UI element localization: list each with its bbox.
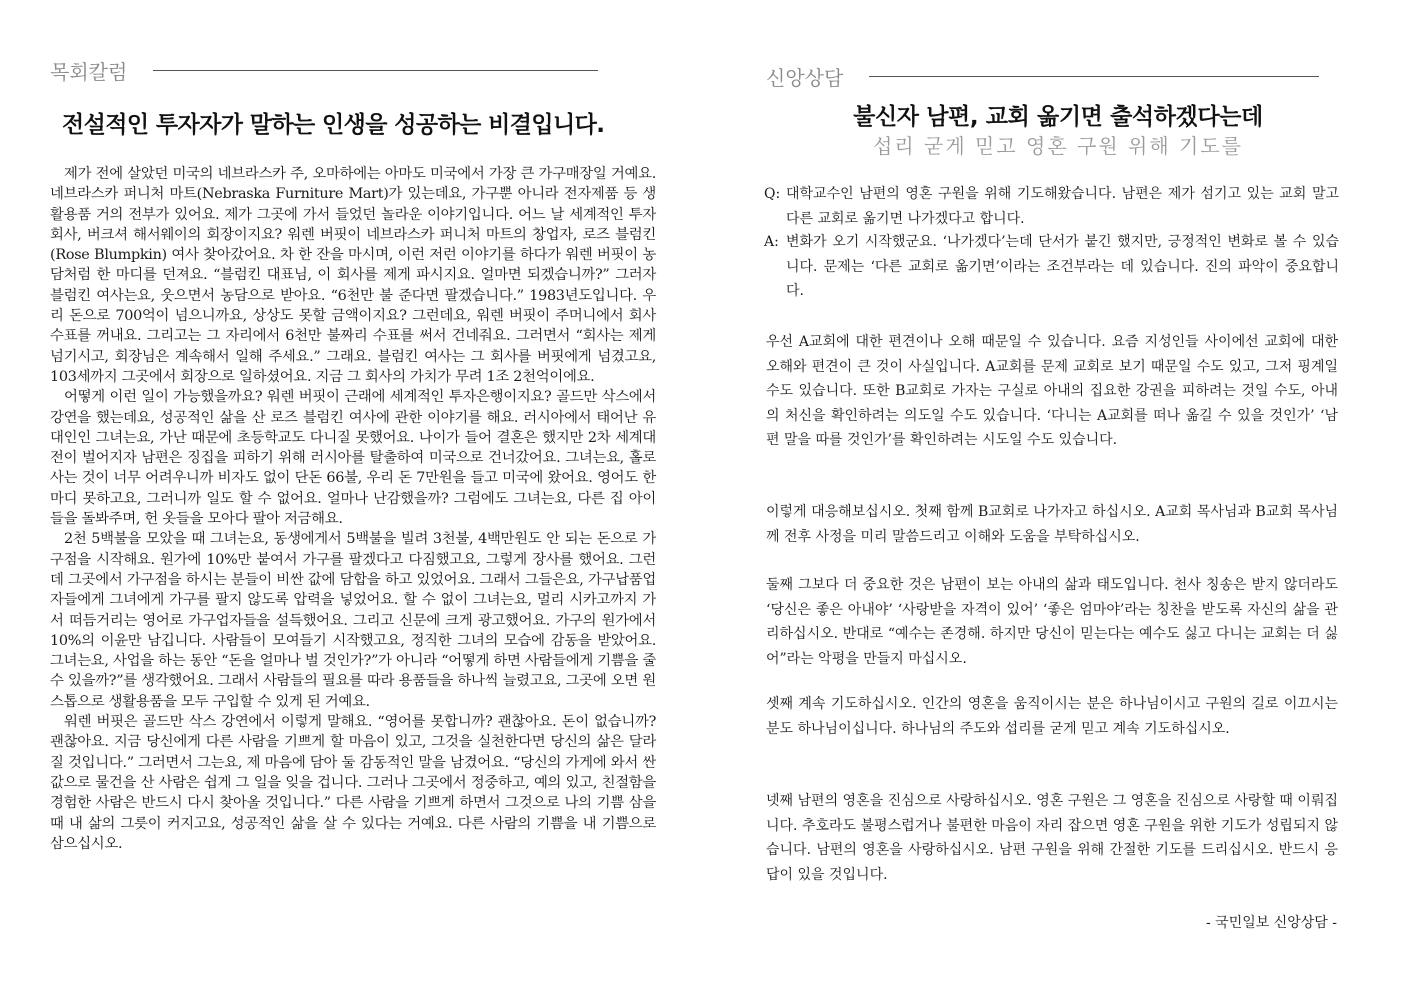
right-paragraph: 넷째 남편의 영혼을 진심으로 사랑하십시오. 영혼 구원은 그 영혼을 진심으로 사랑할 때 이뤄집니다. 추호라도 불평스럽거나 불편한 마음이 자리 잡으면 영혼 구원을 위한 기도가 성립되지 않습니다. 남편의 영혼을 사랑하십시오. 남편 구원을 위해 간절한 기도를 드리십시오. 반드시 응답이 있을 것입니다. [766,793,1338,883]
answer-text: 변화가 오기 시작했군요. ‘나가겠다’는데 단서가 붙긴 했지만, 긍정적인 변화로 볼 수 있습니다. 문제는 ‘다른 교회로 옮기면’이라는 조건부라는 데 있습니다. 진의 파악이 중요합니다. [786,234,1340,299]
right-section-label: 신앙상담 [766,66,844,90]
question-text: 대학교수인 남편의 영혼 구원을 위해 기도해왔습니다. 남편은 제가 섬기고 있는 교회 말고 다른 교회로 옮기면 나가겠다고 합니다. [786,186,1339,227]
right-section-rule [869,76,1319,77]
left-page [0,0,700,992]
left-article-body [50,164,656,854]
right-article-title: 불신자 남편, 교회 옮기면 출석하겠다는데 [853,104,1263,130]
left-paragraph: 어떻게 이런 일이 가능했을까요? 워렌 버핏이 근래에 세계적인 투자은행이지요? 골드만 삭스에서 강연을 했는데요, 성공적인 삶을 산 로즈 블럼킨 여사에 관한 이야기를 해요. 러시아에서 태어난 유대인인 그녀는요, 가난 때문에 초등학교도 다니질 못했어요. 나이가 들어 결혼은 했지만 2차 세계대전이 벌어지자 남편은 징집을 피하기 위해 러시아를 탈출하여 미국으로 건너갔어요. 그녀는요, 홀로 사는 것이 너무 어려우니까 비자도 없이 단돈 66불, 우리 돈 7만원을 들고 미국에 왔어요. 영어도 한 마디 못하고요, 그러니까 일도 할 수 없어요. 얼마나 난감했을까? 그럼에도 그녀는요, 다른 집 아이들을 돌봐주며, 헌 옷들을 모아다 팔아 저금해요. [50,389,656,528]
left-section-label: 목회칼럼 [50,60,128,84]
left-article-title: 전설적인 투자자가 말하는 인생을 성공하는 비결입니다. [62,112,605,138]
right-section-header [766,62,1326,91]
answer-block [764,230,1339,304]
left-paragraph: 워렌 버핏은 골드만 삭스 강연에서 이렇게 말해요. “영어를 못합니까? 괜찮아요. 돈이 없습니까? 괜찮아요. 지금 당신에게 다른 사람을 기쁘게 할 마음이 있고, 그것을 실천한다면 당신의 삶은 달라질 것입니다.” 그러면서 그는요, 제 마음에 담아 둘 감동적인 말을 남겼어요. “당신의 가게에 와서 싼 값으로 물건을 산 사람은 쉽게 그 일을 잊을 겁니다. 그러나 그곳에서 정중하고, 예의 있고, 친절함을 경험한 사람은 반드시 다시 찾아올 것입니다.” 다른 사람을 기쁘게 하면서 그것으로 나의 기쁨 삼을 때 내 삶의 그릇이 커지고요, 성공적인 삶을 살 수 있다는 거예요. 다른 사람의 기쁨을 내 기쁨으로 삼으십시오. [50,714,656,852]
left-paragraph: 2천 5백불을 모았을 때 그녀는요, 동생에게서 5백불을 빌려 3천불, 4백만원도 안 되는 돈으로 가구점을 시작해요. 원가에 10%만 붙여서 가구를 팔겠다고 다짐했고요, 그렇게 장사를 했어요. 그런데 그곳에서 가구점을 하시는 분들이 비싼 값에 담합을 하고 있었어요. 그래서 그들은요, 가구납품업자들에게 그녀에게 가구를 팔지 않도록 압력을 넣었어요. 할 수 없이 그녀는요, 멀리 시카고까지 가서 떠듬거리는 영어로 가구업자들을 설득했어요. 그리고 신문에 크게 광고했어요. 가구의 원가에서 10%의 이윤만 남깁니다. 사람들이 모여들기 시작했고요, 정직한 그녀의 모습에 감동을 받았어요. 그녀는요, 사업을 하는 동안 “돈을 얼마나 벌 것인가?”가 아니라 “어떻게 하면 사람들에게 기쁨을 줄 수 있을까?”를 생각했어요. 그래서 사람들의 필요를 따라 용품들을 하나씩 늘렸고요, 그곳에 오면 원스톱으로 생활용품을 모두 구입할 수 있게 된 거예요. [50,531,656,710]
right-page [702,0,1403,992]
right-paragraph: 셋째 계속 기도하십시오. 인간의 영혼을 움직이시는 분은 하나님이시고 구원의 길로 이끄시는 분도 하나님이십니다. 하나님의 주도와 섭리를 굳게 믿고 계속 기도하십시오. [766,696,1338,737]
left-section-header [50,56,610,85]
right-article-subtitle: 섭리 굳게 믿고 영혼 구원 위해 기도를 [873,134,1243,158]
right-paragraph: 이렇게 대응해보십시오. 첫째 함께 B교회로 나가자고 하십시오. A교회 목사님과 B교회 목사님께 전후 사정을 미리 말씀드리고 이해와 도움을 부탁하십시오. [766,504,1338,545]
question-tag: Q: [764,186,781,202]
left-section-rule [153,70,598,71]
question-block [764,182,1339,231]
right-paragraph: 둘째 그보다 더 중요한 것은 남편이 보는 아내의 삶과 태도입니다. 천사 칭송은 받지 않더라도 ‘당신은 좋은 아내야’ ‘사랑받을 자격이 있어’ ‘좋은 엄마야’라는 칭찬을 받도록 자신의 삶을 관리하십시오. 반대로 “예수는 존경해. 하지만 당신이 믿는다는 예수도 싫고 다니는 교회는 더 싫어”라는 악평을 만들지 마십시오. [766,577,1338,667]
signature: - 국민일보 신앙상담 - [1205,915,1337,931]
right-paragraph: 우선 A교회에 대한 편견이나 오해 때문일 수 있습니다. 요즘 지성인들 사이에선 교회에 대한 오해와 편견이 큰 것이 사실입니다. A교회를 문제 교회로 보기 때문일 수도 있고, 그저 핑계일 수도 있습니다. 또한 B교회로 가자는 구실로 아내의 집요한 강권을 피하려는 것일 수도, 아내의 처신을 확인하려는 의도일 수도 있습니다. ‘다니는 A교회를 떠나 옮길 수 있을 것인가’ ‘남편 말을 따를 것인가’를 확인하려는 시도일 수도 있습니다. [766,334,1338,448]
left-paragraph: 제가 전에 살았던 미국의 네브라스카 주, 오마하에는 아마도 미국에서 가장 큰 가구매장일 거예요. 네브라스카 퍼니처 마트(Nebraska Furniture Mart)가 있는데요, 가구뿐 아니라 전자제품 등 생활용품 거의 전부가 있어요. 제가 그곳에 가서 들었던 놀라운 이야기입니다. 어느 날 세계적인 투자회사, 버크셔 해서웨이의 회장이지요? 워렌 버핏이 네브라스카 퍼니처 마트의 창업자, 로즈 블럼킨(Rose Blumpkin) 여사 찾아갔어요. 차 한 잔을 마시며, 이런 저런 이야기를 하다가 워렌 버핏이 농담처럼 한 마디를 던져요. “블럼킨 대표님, 이 회사를 제게 파시지요. 얼마면 되겠습니까?” 그러자 블럼킨 여사는요, 웃으면서 농담으로 받아요. “6천만 불 준다면 팔겠습니다.” 1983년도입니다. 우리 돈으로 700억이 넘으니까요, 상상도 못할 금액이지요? 그런데요, 워렌 버핏이 주머니에서 회사 수표를 꺼내요. 그리고는 그 자리에서 6천만 불짜리 수표를 써서 건네줘요. 그러면서 “회사는 제게 넘기시고, 회장님은 계속해서 일해 주세요.” 그래요. 블럼킨 여사는 그 회사를 버핏에게 넘겼고요, 103세까지 그곳에서 회장으로 일하셨어요. 지금 그 회사의 가치가 무려 1조 2천억이에요. [50,166,656,385]
answer-tag: A: [764,234,779,250]
